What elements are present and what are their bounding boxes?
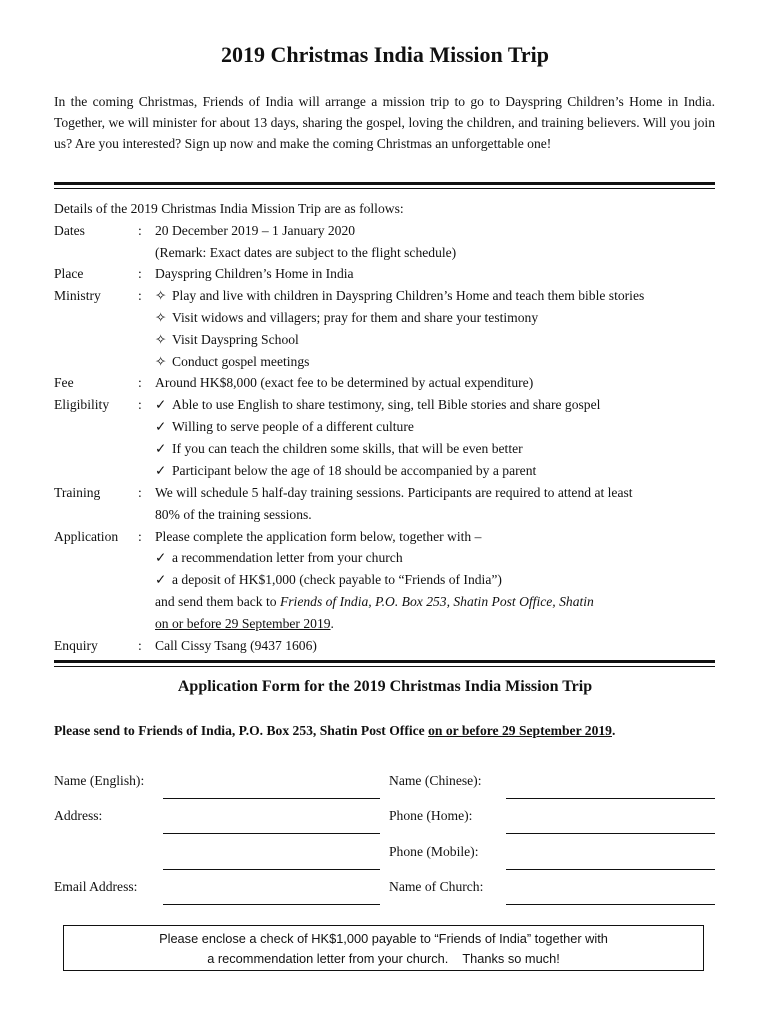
- application-item-text: a deposit of HK$1,000 (check payable to “Friends of India”): [172, 572, 502, 587]
- sparkle-bullet-icon: ✧: [155, 310, 167, 325]
- ministry-row: [54, 329, 724, 350]
- eligibility-row: [54, 460, 724, 481]
- training-label: Training: [54, 485, 101, 500]
- form-send-suffix: .: [611, 723, 616, 738]
- eligibility-colon: :: [138, 397, 142, 412]
- phone-home-field[interactable]: [506, 833, 715, 834]
- checkmark-icon: ✓: [155, 419, 167, 434]
- email-label: Email Address:: [54, 879, 138, 894]
- application-colon: :: [138, 529, 142, 544]
- eligibility-item: [155, 394, 600, 415]
- fee-colon: :: [138, 375, 142, 390]
- form-title: Application Form for the 2019 Christmas India Mission Trip: [177, 678, 593, 695]
- eligibility-item: [155, 438, 523, 459]
- address-field-line-2[interactable]: [163, 869, 380, 870]
- eligibility-row: [54, 416, 724, 437]
- application-item-text: a recommendation letter from your church: [172, 550, 403, 565]
- notice-box: [63, 925, 704, 971]
- application-row: [54, 526, 724, 547]
- address-label: Address:: [54, 808, 103, 823]
- eligibility-label: Eligibility: [54, 397, 110, 412]
- notice-line-1: Please enclose a check of HK$1,000 payable to “Friends of India” together with: [159, 931, 608, 946]
- enquiry-row: [54, 635, 724, 656]
- name-english-label: Name (English):: [54, 773, 145, 788]
- enquiry-colon: :: [138, 638, 142, 653]
- eligibility-item: [155, 416, 414, 437]
- application-deadline: [155, 613, 334, 634]
- fee-label: Fee: [54, 375, 74, 390]
- deadline-text: on or before 29 September 2019: [155, 616, 331, 631]
- checkmark-icon: ✓: [155, 463, 167, 478]
- eligibility-row: [54, 394, 724, 415]
- ministry-row: [54, 307, 724, 328]
- name-english-field[interactable]: [163, 798, 380, 799]
- dates-value: 20 December 2019 – 1 January 2020: [155, 223, 356, 238]
- dates-label: Dates: [54, 223, 85, 238]
- name-chinese-field[interactable]: [506, 798, 715, 799]
- application-item-row: [54, 547, 724, 568]
- divider-top: [54, 182, 715, 189]
- checkmark-icon: ✓: [155, 572, 167, 587]
- place-colon: :: [138, 266, 142, 281]
- sparkle-bullet-icon: ✧: [155, 332, 167, 347]
- place-row: [54, 263, 724, 284]
- eligibility-item-text: Participant below the age of 18 should be accompanied by a parent: [172, 463, 537, 478]
- dates-remark: (Remark: Exact dates are subject to the flight schedule): [155, 245, 457, 260]
- place-label: Place: [54, 266, 84, 281]
- application-send: [155, 591, 594, 612]
- ministry-colon: :: [138, 288, 142, 303]
- eligibility-item-text: Willing to serve people of a different culture: [172, 419, 414, 434]
- phone-home-label: Phone (Home):: [389, 808, 473, 823]
- form-send-instructions: [54, 723, 615, 739]
- checkmark-icon: ✓: [155, 550, 167, 565]
- form-send-deadline: on or before 29 September 2019: [428, 723, 612, 738]
- ministry-row: [54, 351, 724, 372]
- application-item: [155, 547, 403, 568]
- address-field-line-1[interactable]: [163, 833, 380, 834]
- training-text-cont: 80% of the training sessions.: [155, 507, 312, 522]
- phone-mobile-label: Phone (Mobile):: [389, 844, 479, 859]
- ministry-item: [155, 285, 644, 306]
- checkmark-icon: ✓: [155, 397, 167, 412]
- application-label: Application: [54, 529, 119, 544]
- ministry-label: Ministry: [54, 288, 101, 303]
- place-value: Dayspring Children’s Home in India: [155, 266, 354, 281]
- application-deadline-row: [54, 613, 724, 634]
- ministry-row: [54, 285, 724, 306]
- training-row: [54, 482, 724, 503]
- sparkle-bullet-icon: ✧: [155, 288, 167, 303]
- form-send-prefix: Please send to Friends of India, P.O. Box 253, Shatin Post Office: [54, 723, 429, 738]
- ministry-item: [155, 329, 299, 350]
- training-text: We will schedule 5 half-day training sessions. Participants are required to attend at least: [155, 485, 633, 500]
- church-field[interactable]: [506, 904, 715, 905]
- eligibility-row: [54, 438, 724, 459]
- dates-remark-row: [54, 242, 724, 263]
- name-chinese-label: Name (Chinese):: [389, 773, 482, 788]
- eligibility-item-text: Able to use English to share testimony, sing, tell Bible stories and share gospel: [172, 397, 601, 412]
- dates-row: [54, 220, 724, 241]
- email-field[interactable]: [163, 904, 380, 905]
- ministry-item-text: Visit Dayspring School: [172, 332, 299, 347]
- enquiry-label: Enquiry: [54, 638, 98, 653]
- phone-mobile-field[interactable]: [506, 869, 715, 870]
- application-item-row: [54, 569, 724, 590]
- send-address: Friends of India, P.O. Box 253, Shatin Post Office, Shatin: [279, 594, 594, 609]
- ministry-item-text: Play and live with children in Dayspring Children’s Home and teach them bible stories: [172, 288, 645, 303]
- ministry-item: [155, 307, 538, 328]
- ministry-item: [155, 351, 309, 372]
- ministry-item-text: Visit widows and villagers; pray for them and share your testimony: [172, 310, 539, 325]
- ministry-item-text: Conduct gospel meetings: [172, 354, 310, 369]
- notice-line-2: a recommendation letter from your church. Thanks so much!: [207, 951, 560, 966]
- training-row-cont: [54, 504, 724, 525]
- fee-row: [54, 372, 724, 393]
- dates-colon: :: [138, 223, 142, 238]
- divider-bottom: [54, 660, 715, 667]
- application-item: [155, 569, 502, 590]
- church-label: Name of Church:: [389, 879, 484, 894]
- details-heading: [54, 198, 404, 219]
- application-send-row: [54, 591, 724, 612]
- send-prefix: and send them back to: [155, 594, 280, 609]
- eligibility-item-text: If you can teach the children some skills, that will be even better: [172, 441, 523, 456]
- details-heading-text: Details of the 2019 Christmas India Mission Trip are as follows:: [54, 201, 404, 216]
- enquiry-value: Call Cissy Tsang (9437 1606): [155, 638, 317, 653]
- training-colon: :: [138, 485, 142, 500]
- intro-paragraph: In the coming Christmas, Friends of India will arrange a mission trip to go to Dayspring Children’s Home in India. Together, we will minister for about 13 days, sharing the gospel, loving the children, and training believers. Will you join us? Are you interested? Sign up now and make the coming Christmas an unforgettable one!: [54, 94, 715, 151]
- fee-value: Around HK$8,000 (exact fee to be determined by actual expenditure): [155, 375, 534, 390]
- checkmark-icon: ✓: [155, 441, 167, 456]
- page-title: 2019 Christmas India Mission Trip: [220, 42, 550, 67]
- deadline-suffix: .: [330, 616, 334, 631]
- eligibility-item: [155, 460, 536, 481]
- application-text: Please complete the application form below, together with –: [155, 529, 482, 544]
- sparkle-bullet-icon: ✧: [155, 354, 167, 369]
